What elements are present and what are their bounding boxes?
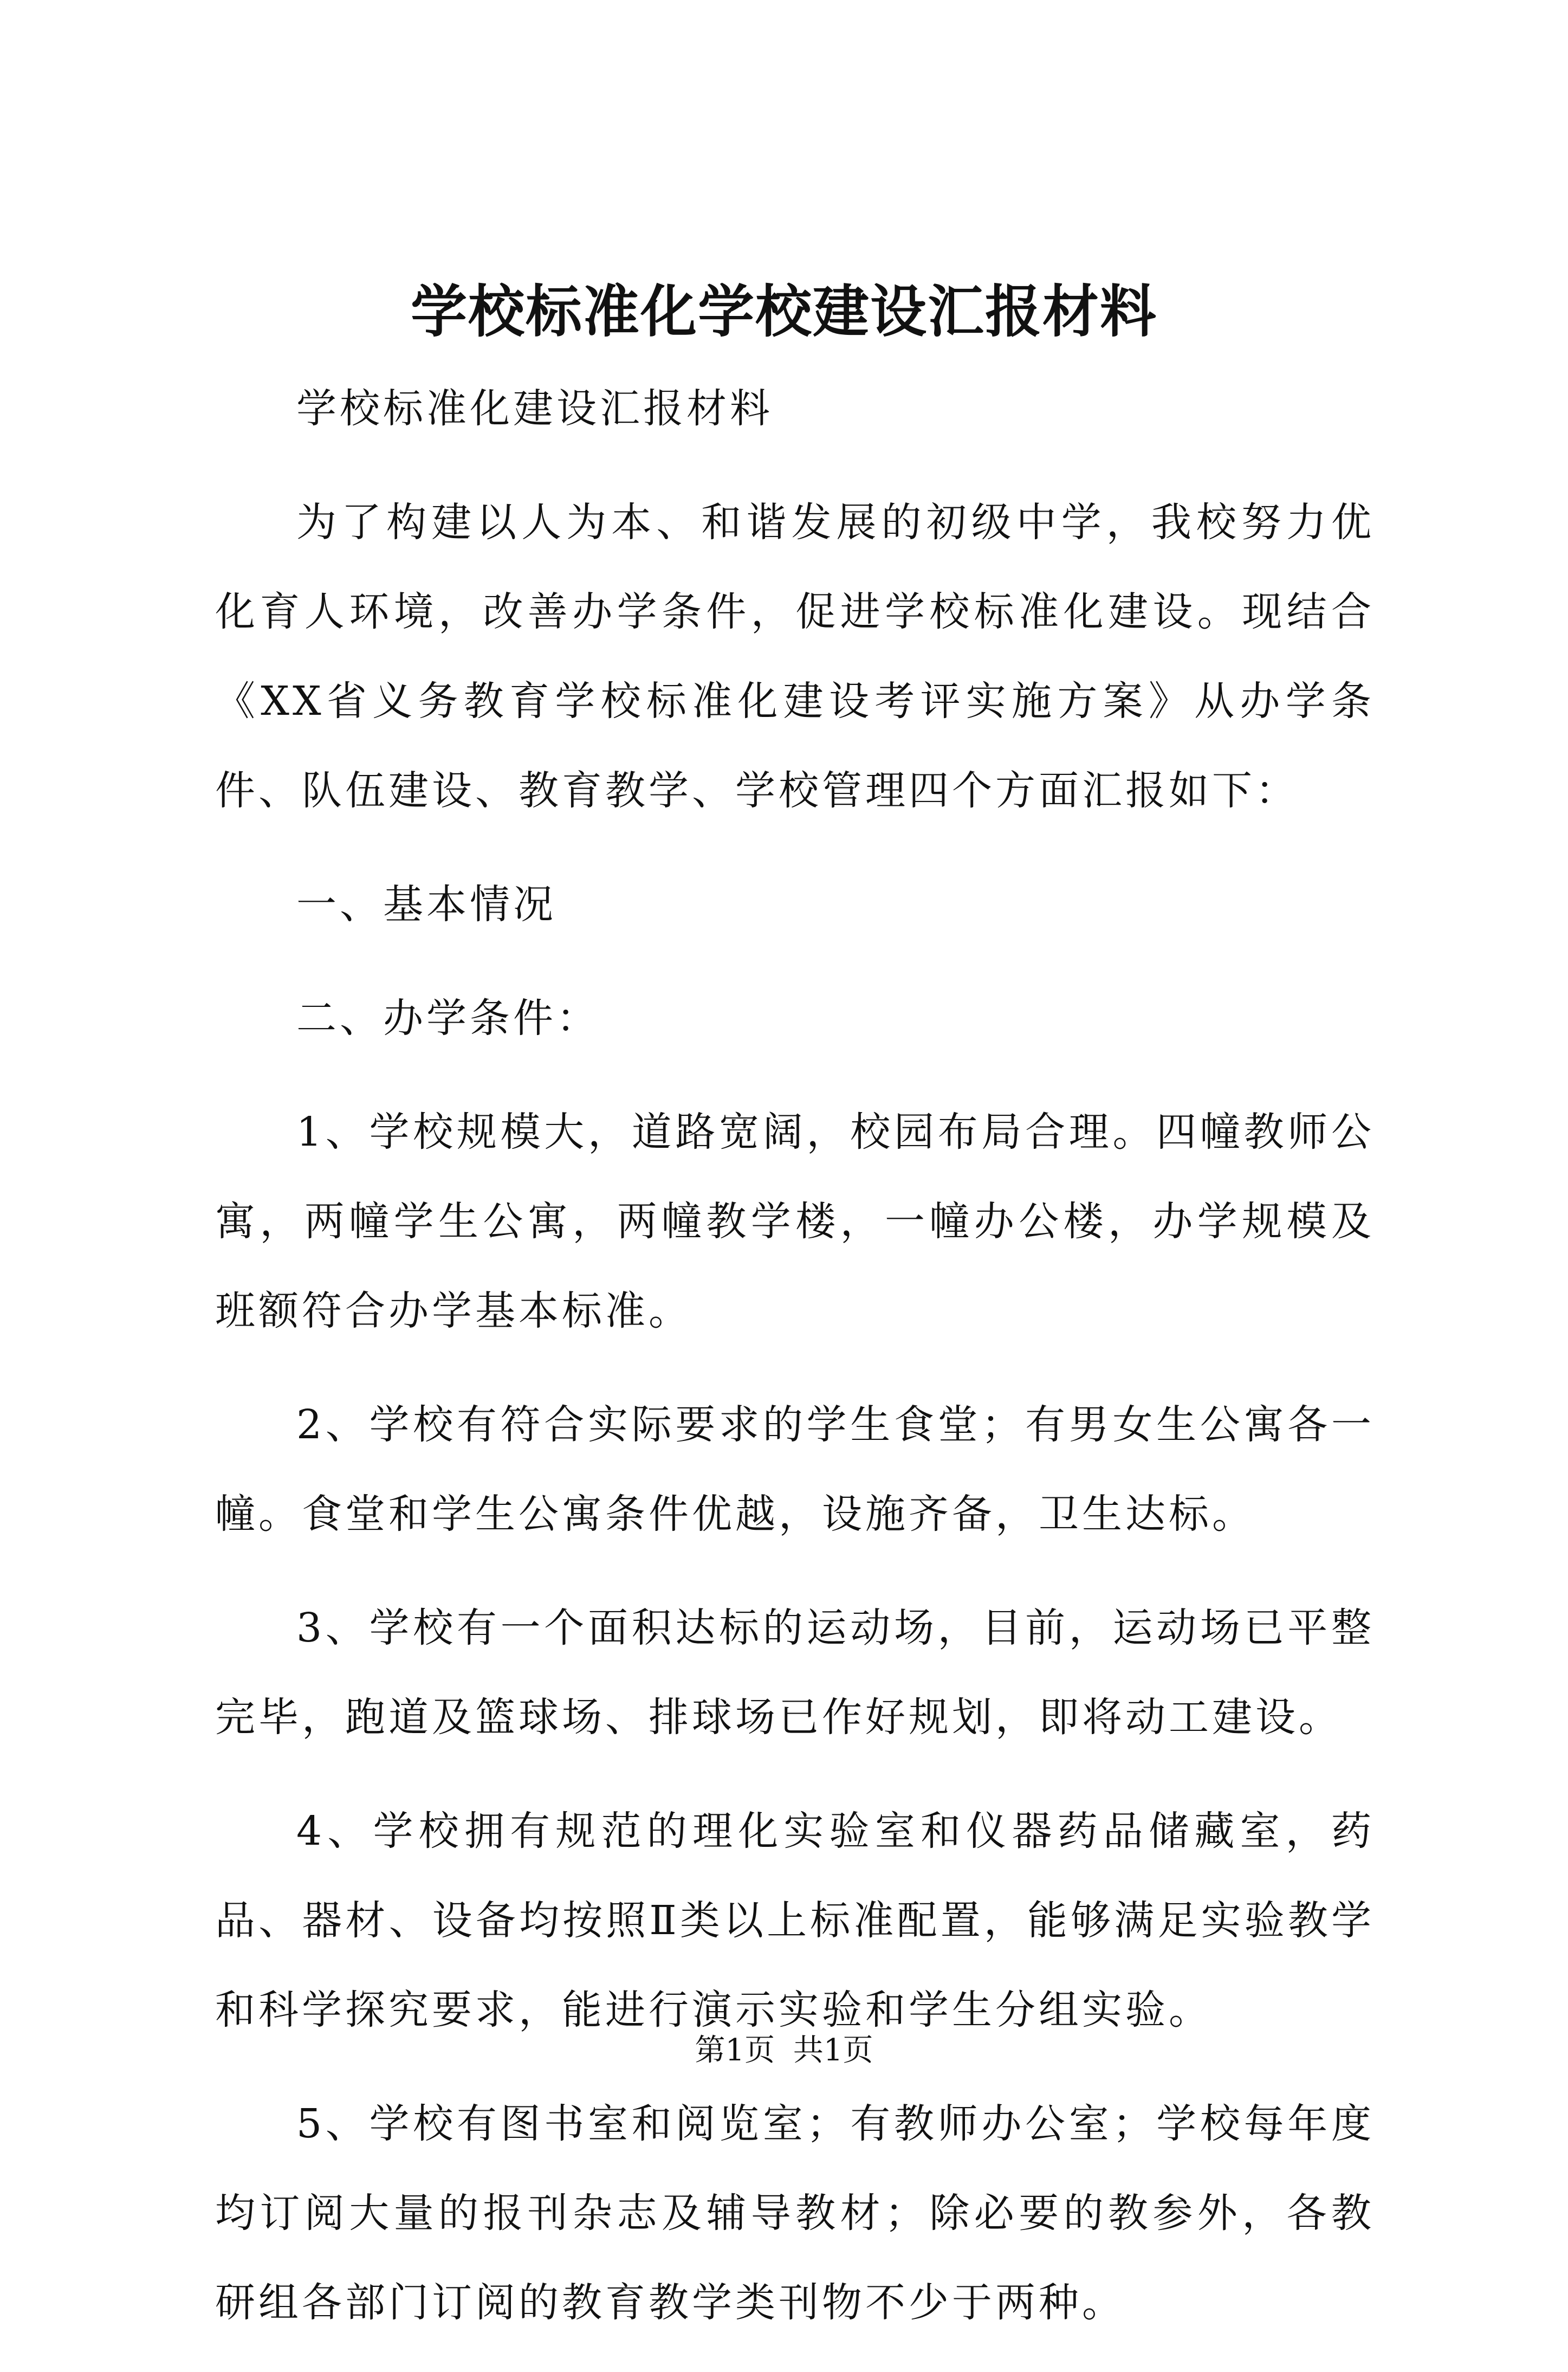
page-number-total: 共1页: [793, 2033, 873, 2068]
document-title: 学校标准化学校建设汇报材料: [410, 278, 1157, 345]
paragraph-item-2: 2、学校有符合实际要求的学生食堂；有男女生公寓各一幢。食堂和学生公寓条件优越，设施齐备，卫生达标。: [215, 1401, 1375, 1537]
paragraph-item-4: 4、学校拥有规范的理化实验室和仪器药品储藏室，药品、器材、设备均按照Ⅱ类以上标准配置，能够满足实验教学和科学探究要求，能进行演示实验和学生分组实验。: [215, 1808, 1375, 2033]
page-number-current: 第1页: [695, 2033, 775, 2068]
page-footer: [0, 2029, 1568, 2072]
paragraph-item-3: 3、学校有一个面积达标的运动场，目前，运动场已平整完毕，跑道及篮球场、排球场已作好规划，即将动工建设。: [215, 1605, 1375, 1741]
paragraph-item-1: 1、学校规模大，道路宽阔，校园布局合理。四幢教师公寓，两幢学生公寓，两幢教学楼，一幢办公楼，办学规模及班额符合办学基本标准。: [215, 1109, 1375, 1334]
section-heading-conditions: 二、办学条件：: [296, 995, 600, 1042]
section-heading-basic: 一、基本情况: [296, 881, 556, 928]
paragraph-subtitle: 学校标准化建设汇报材料: [296, 385, 773, 432]
paragraph-item-5: 5、学校有图书室和阅览室；有教师办公室；学校每年度均订阅大量的报刊杂志及辅导教材；除必要的教参外，各教研组各部门订阅的教育教学类刊物不少于两种。: [215, 2100, 1375, 2326]
paragraph-intro: 为了构建以人为本、和谐发展的初级中学，我校努力优化育人环境，改善办学条件，促进学校标准化建设。现结合《XX省义务教育学校标准化建设考评实施方案》从办学条件、队伍建设、教育教学、学校管理四个方面汇报如下：: [215, 499, 1375, 814]
